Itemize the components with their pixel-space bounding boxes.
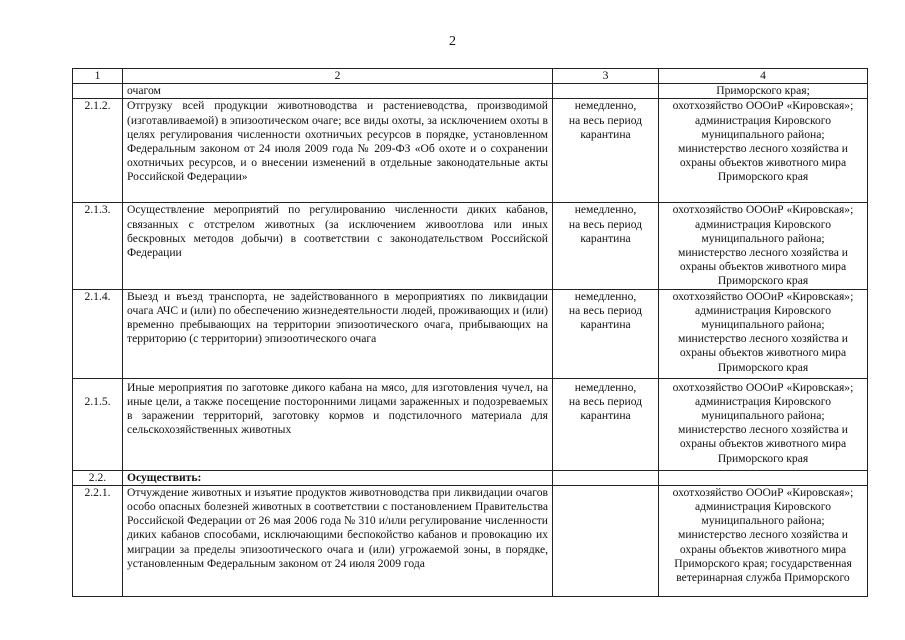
responsible-line: охотхозяйство ОООиР «Кировская»;: [672, 289, 854, 303]
responsible-line: охотхозяйство ОООиР «Кировская»;: [672, 380, 854, 394]
row-number-text: 2.1.5.: [84, 394, 111, 408]
term-line: карантина: [580, 231, 631, 245]
row-term: [553, 485, 659, 596]
table-row: [73, 203, 868, 289]
header-col-4: 4: [659, 69, 868, 84]
row-term: [553, 289, 659, 378]
row-responsible: [659, 470, 868, 485]
row-responsible: [659, 203, 868, 289]
responsible-line: охраны объектов животного мира: [679, 346, 847, 360]
responsible-line: министерство лесного хозяйства и: [678, 332, 848, 346]
responsible-line: муниципального района;: [701, 409, 825, 423]
row-term: [553, 99, 659, 203]
header-col-2: 2: [123, 69, 553, 84]
row-description: Иные мероприятия по заготовке дикого кабана на мясо, для изготовления чучел, на иные цели, а также посещение посторонними лицами зараженных и подозреваемых в заражении территорий, заготовку кормов и подстилочного материала для сельскохозяйственных животных: [123, 378, 553, 470]
table-row: [73, 470, 868, 485]
term-line: карантина: [580, 127, 631, 141]
section-heading: Осуществить:: [123, 470, 553, 485]
term-line: немедленно,: [574, 99, 637, 113]
term-line: на весь период: [568, 394, 643, 408]
header-col-1: 1: [73, 69, 123, 84]
responsible-line: администрация Кировского: [694, 500, 832, 514]
term-line: карантина: [580, 318, 631, 332]
row-term: [553, 203, 659, 289]
responsible-line: охраны объектов животного мира: [679, 156, 847, 170]
responsible-line: администрация Кировского: [694, 394, 832, 408]
table-row: [73, 84, 868, 99]
row-number: 2.1.2.: [73, 99, 123, 203]
term-line: немедленно,: [574, 380, 637, 394]
responsible-line: муниципального района;: [701, 231, 825, 245]
term-line: на весь период: [568, 303, 643, 317]
row-description: Выезд и въезд транспорта, не задействованного в мероприятиях по ликвидации очага АЧС и (или) по обеспечению жизнедеятельности людей, проживающих и (или) временно пребывающих на территории эпизоотического очага, прибывающих на территорию (с территории) эпизоотического очага: [123, 289, 553, 378]
responsible-line: Приморского края: [717, 274, 809, 288]
responsible-line: Приморского края;: [716, 84, 810, 98]
row-number: 2.2.: [73, 470, 123, 485]
table-row: [73, 378, 868, 470]
row-term: [553, 470, 659, 485]
row-description: Осуществление мероприятий по регулированию численности диких кабанов, связанных с отстрелом животных (за исключением живоотлова или иных бескровных методов добычи) в соответствии с законодательством Российской Федерации: [123, 203, 553, 289]
table-header-row: [73, 69, 868, 84]
responsible-line: муниципального района;: [701, 514, 825, 528]
responsible-line: министерство лесного хозяйства и: [678, 528, 848, 542]
responsible-line: муниципального района;: [701, 127, 825, 141]
page-number: 2: [449, 34, 456, 49]
responsible-line: ветеринарная служба Приморского: [676, 571, 850, 585]
responsible-line: Приморского края: [717, 360, 809, 374]
row-number: [73, 378, 123, 470]
table-row: [73, 289, 868, 378]
term-line: карантина: [580, 409, 631, 423]
responsible-line: администрация Кировского: [694, 303, 832, 317]
row-term: [553, 84, 659, 99]
responsible-line: охраны объектов животного мира: [679, 542, 847, 556]
term-line: немедленно,: [574, 203, 637, 217]
row-responsible: [659, 289, 868, 378]
row-responsible: [659, 485, 868, 596]
responsible-line: Приморского края: [717, 451, 809, 465]
responsible-line: охотхозяйство ОООиР «Кировская»;: [672, 485, 854, 499]
term-line: немедленно,: [574, 289, 637, 303]
responsible-line: министерство лесного хозяйства и: [678, 423, 848, 437]
table-row: [73, 99, 868, 203]
responsible-line: министерство лесного хозяйства и: [678, 142, 848, 156]
row-description: Отгрузку всей продукции животноводства и растениеводства, производимой (изготавливаемой) в эпизоотическом очаге; все виды охоты, за исключением охоты в целях регулирования численности охотничьих ресурсов в порядке, установленном Федеральным законом от 24 июля 2009 года № 209-ФЗ «Об охоте и о сохранении охотничьих ресурсов, и о внесении изменений в отдельные законодательные акты Российской Федерации»: [123, 99, 553, 203]
measures-table: [72, 68, 868, 597]
responsible-line: охотхозяйство ОООиР «Кировская»;: [672, 203, 854, 217]
term-line: на весь период: [568, 217, 643, 231]
row-number: 2.2.1.: [73, 485, 123, 596]
responsible-line: охотхозяйство ОООиР «Кировская»;: [672, 99, 854, 113]
responsible-line: муниципального района;: [701, 318, 825, 332]
responsible-line: Приморского края; государственная: [674, 556, 852, 570]
responsible-line: охраны объектов животного мира: [679, 437, 847, 451]
header-col-3: 3: [553, 69, 659, 84]
row-description: очагом: [123, 84, 553, 99]
term-line: на весь период: [568, 113, 643, 127]
row-responsible: [659, 84, 868, 99]
row-description: Отчуждение животных и изъятие продуктов животноводства при ликвидации очагов особо опасных болезней животных в соответствии с постановлением Правительства Российской Федерации от 26 мая 2006 года № 310 и/или регулирование численности диких кабанов способами, исключающими беспокойство кабанов и провокацию их миграции за пределы эпизоотического очага и (или) угрожаемой зоны, в порядке, установленным Федеральным законом от 24 июля 2009 года: [123, 485, 553, 596]
table-row: [73, 485, 868, 596]
responsible-line: администрация Кировского: [694, 113, 832, 127]
responsible-line: охраны объектов животного мира: [679, 260, 847, 274]
row-term: [553, 378, 659, 470]
row-responsible: [659, 378, 868, 470]
row-number: 2.1.4.: [73, 289, 123, 378]
row-number: 2.1.3.: [73, 203, 123, 289]
responsible-line: администрация Кировского: [694, 217, 832, 231]
responsible-line: Приморского края: [717, 170, 809, 184]
responsible-line: министерство лесного хозяйства и: [678, 246, 848, 260]
row-responsible: [659, 99, 868, 203]
row-number: [73, 84, 123, 99]
